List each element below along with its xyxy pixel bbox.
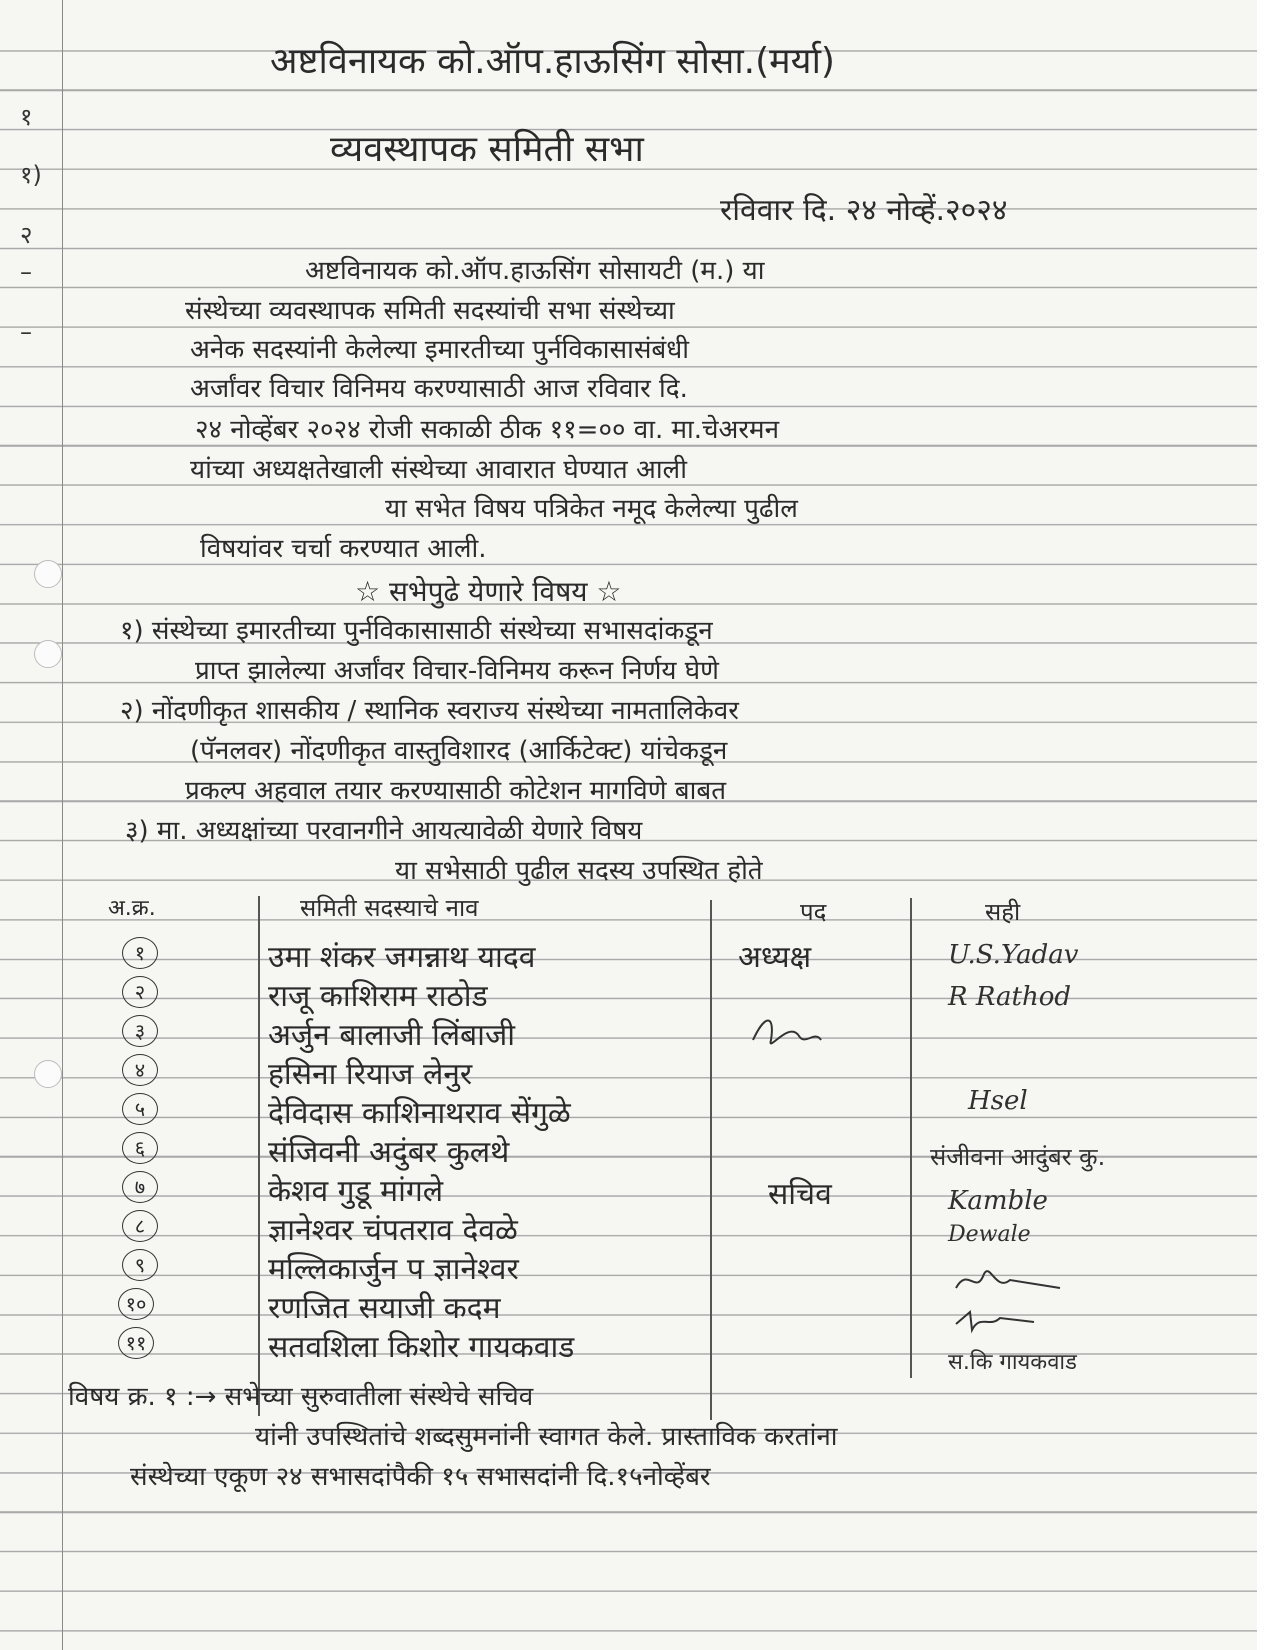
member-name: संजिवनी अदुंबर कुलथे [268,1135,510,1170]
binder-hole [34,560,62,588]
intro-line: अष्टविनायक को.ऑप.हाऊसिंग सोसायटी (म.) या [305,256,765,286]
page-edge [1257,0,1275,1650]
intro-line: यांच्या अध्यक्षतेखाली संस्थेच्या आवारात घेण्यात आली [190,455,687,485]
meeting-title: व्यवस्थापक समिती सभा [330,129,644,170]
margin-mark: – [20,318,32,346]
intro-line: संस्थेच्या व्यवस्थापक समिती सदस्यांची सभा संस्थेच्या [185,296,675,326]
table-header-serial: अ.क्र. [108,896,156,921]
row-number: २ [122,976,158,1008]
table-header-post: पद [800,898,827,926]
margin-mark: १) [20,161,42,189]
margin-mark: १ [20,103,33,131]
page-margin-line [62,0,63,1650]
row-number: ११ [118,1327,154,1359]
member-name: उमा शंकर जगन्नाथ यादव [268,940,536,975]
resolution-line: विषय क्र. १ :→ सभेच्या सुरुवातीला संस्थेचे सचिव [68,1382,534,1412]
member-name: मल्लिकार्जुन प ज्ञानेश्वर [268,1252,519,1287]
attendance-intro: या सभेसाठी पुढील सदस्य उपस्थित होते [395,856,763,886]
table-column-rule [910,898,912,1378]
row-number: ३ [122,1015,158,1047]
signature-scribble [950,1304,1040,1338]
member-signature: संजीवना आदुंबर कु. [930,1143,1106,1171]
agenda-item: (पॅनलवर) नोंदणीकृत वास्तुविशारद (आर्किटेक्ट) यांचेकडून [190,736,728,766]
agenda-item: प्रकल्प अहवाल तयार करण्यासाठी कोटेशन मागविणे बाबत [185,776,727,806]
meeting-date: रविवार दि. २४ नोव्हें.२०२४ [720,193,1008,228]
member-name: ज्ञानेश्वर चंपतराव देवळे [268,1213,518,1248]
table-header-sign: सही [985,898,1021,926]
member-signature: R Rathod [948,982,1072,1012]
signature-scribble [745,1010,825,1056]
row-number: ९ [122,1249,158,1281]
binder-hole [34,1060,62,1088]
member-signature: स.कि गायकवाड [948,1350,1077,1375]
member-name: रणजित सयाजी कदम [268,1291,501,1326]
table-column-rule [710,900,712,1420]
agenda-item: ३) मा. अध्यक्षांच्या परवानगीने आयत्यावेळी येणारे विषय [125,816,643,846]
table-column-rule [258,896,260,1416]
signature-scribble [950,1262,1070,1302]
row-number: ८ [122,1210,158,1242]
member-name: केशव गुडू मांगले [268,1174,444,1209]
intro-line: या सभेत विषय पत्रिकेत नमूद केलेल्या पुढील [385,494,798,524]
member-signature: U.S.Yadav [948,940,1079,970]
row-number: १० [118,1288,154,1320]
society-title: अष्टविनायक को.ऑप.हाऊसिंग सोसा.(मर्या) [270,41,835,82]
member-name: सतवशिला किशोर गायकवाड [268,1330,575,1365]
resolution-line: यांनी उपस्थितांचे शब्दसुमनांनी स्वागत केले. प्रास्ताविक करतांना [255,1422,838,1452]
intro-line: अनेक सदस्यांनी केलेल्या इमारतीच्या पुर्नविकासासंबंधी [190,335,689,365]
row-number: ६ [122,1132,158,1164]
row-number: ५ [122,1093,158,1125]
member-signature: Kamble [948,1186,1048,1216]
member-name: हसिना रियाज लेनुर [268,1057,473,1092]
intro-line: २४ नोव्हेंबर २०२४ रोजी सकाळी ठीक ११=०० वा. मा.चेअरमन [195,415,780,445]
margin-mark: २ [20,221,33,249]
intro-line: विषयांवर चर्चा करण्यात आली. [200,534,487,564]
margin-mark: – [20,258,32,286]
agenda-item: प्राप्त झालेल्या अर्जांवर विचार-विनिमय करून निर्णय घेणे [195,656,719,686]
member-name: राजू काशिराम राठोड [268,979,488,1014]
resolution-line: संस्थेच्या एकूण २४ सभासदांपैकी १५ सभासदांनी दि.१५नोव्हेंबर [130,1462,711,1492]
member-post: अध्यक्ष [738,940,812,975]
row-number: ४ [122,1054,158,1086]
intro-line: अर्जांवर विचार विनिमय करण्यासाठी आज रविवार दि. [190,374,688,404]
agenda-item: १) संस्थेच्या इमारतीच्या पुर्नविकासासाठी संस्थेच्या सभासदांकडून [120,616,713,646]
row-number: ७ [122,1171,158,1203]
agenda-item: २) नोंदणीकृत शासकीय / स्थानिक स्वराज्य संस्थेच्या नामतालिकेवर [120,696,739,726]
table-header-name: समिती सदस्याचे नाव [300,894,479,922]
row-number: १ [122,937,158,969]
member-name: देविदास काशिनाथराव सेंगुळे [268,1096,571,1131]
agenda-heading: ☆ सभेपुढे येणारे विषय ☆ [355,575,622,608]
member-signature: Hsel [968,1086,1028,1116]
member-signature: Dewale [948,1222,1031,1247]
member-post: सचिव [768,1177,832,1212]
member-name: अर्जुन बालाजी लिंबाजी [268,1018,515,1053]
binder-hole [34,640,62,668]
